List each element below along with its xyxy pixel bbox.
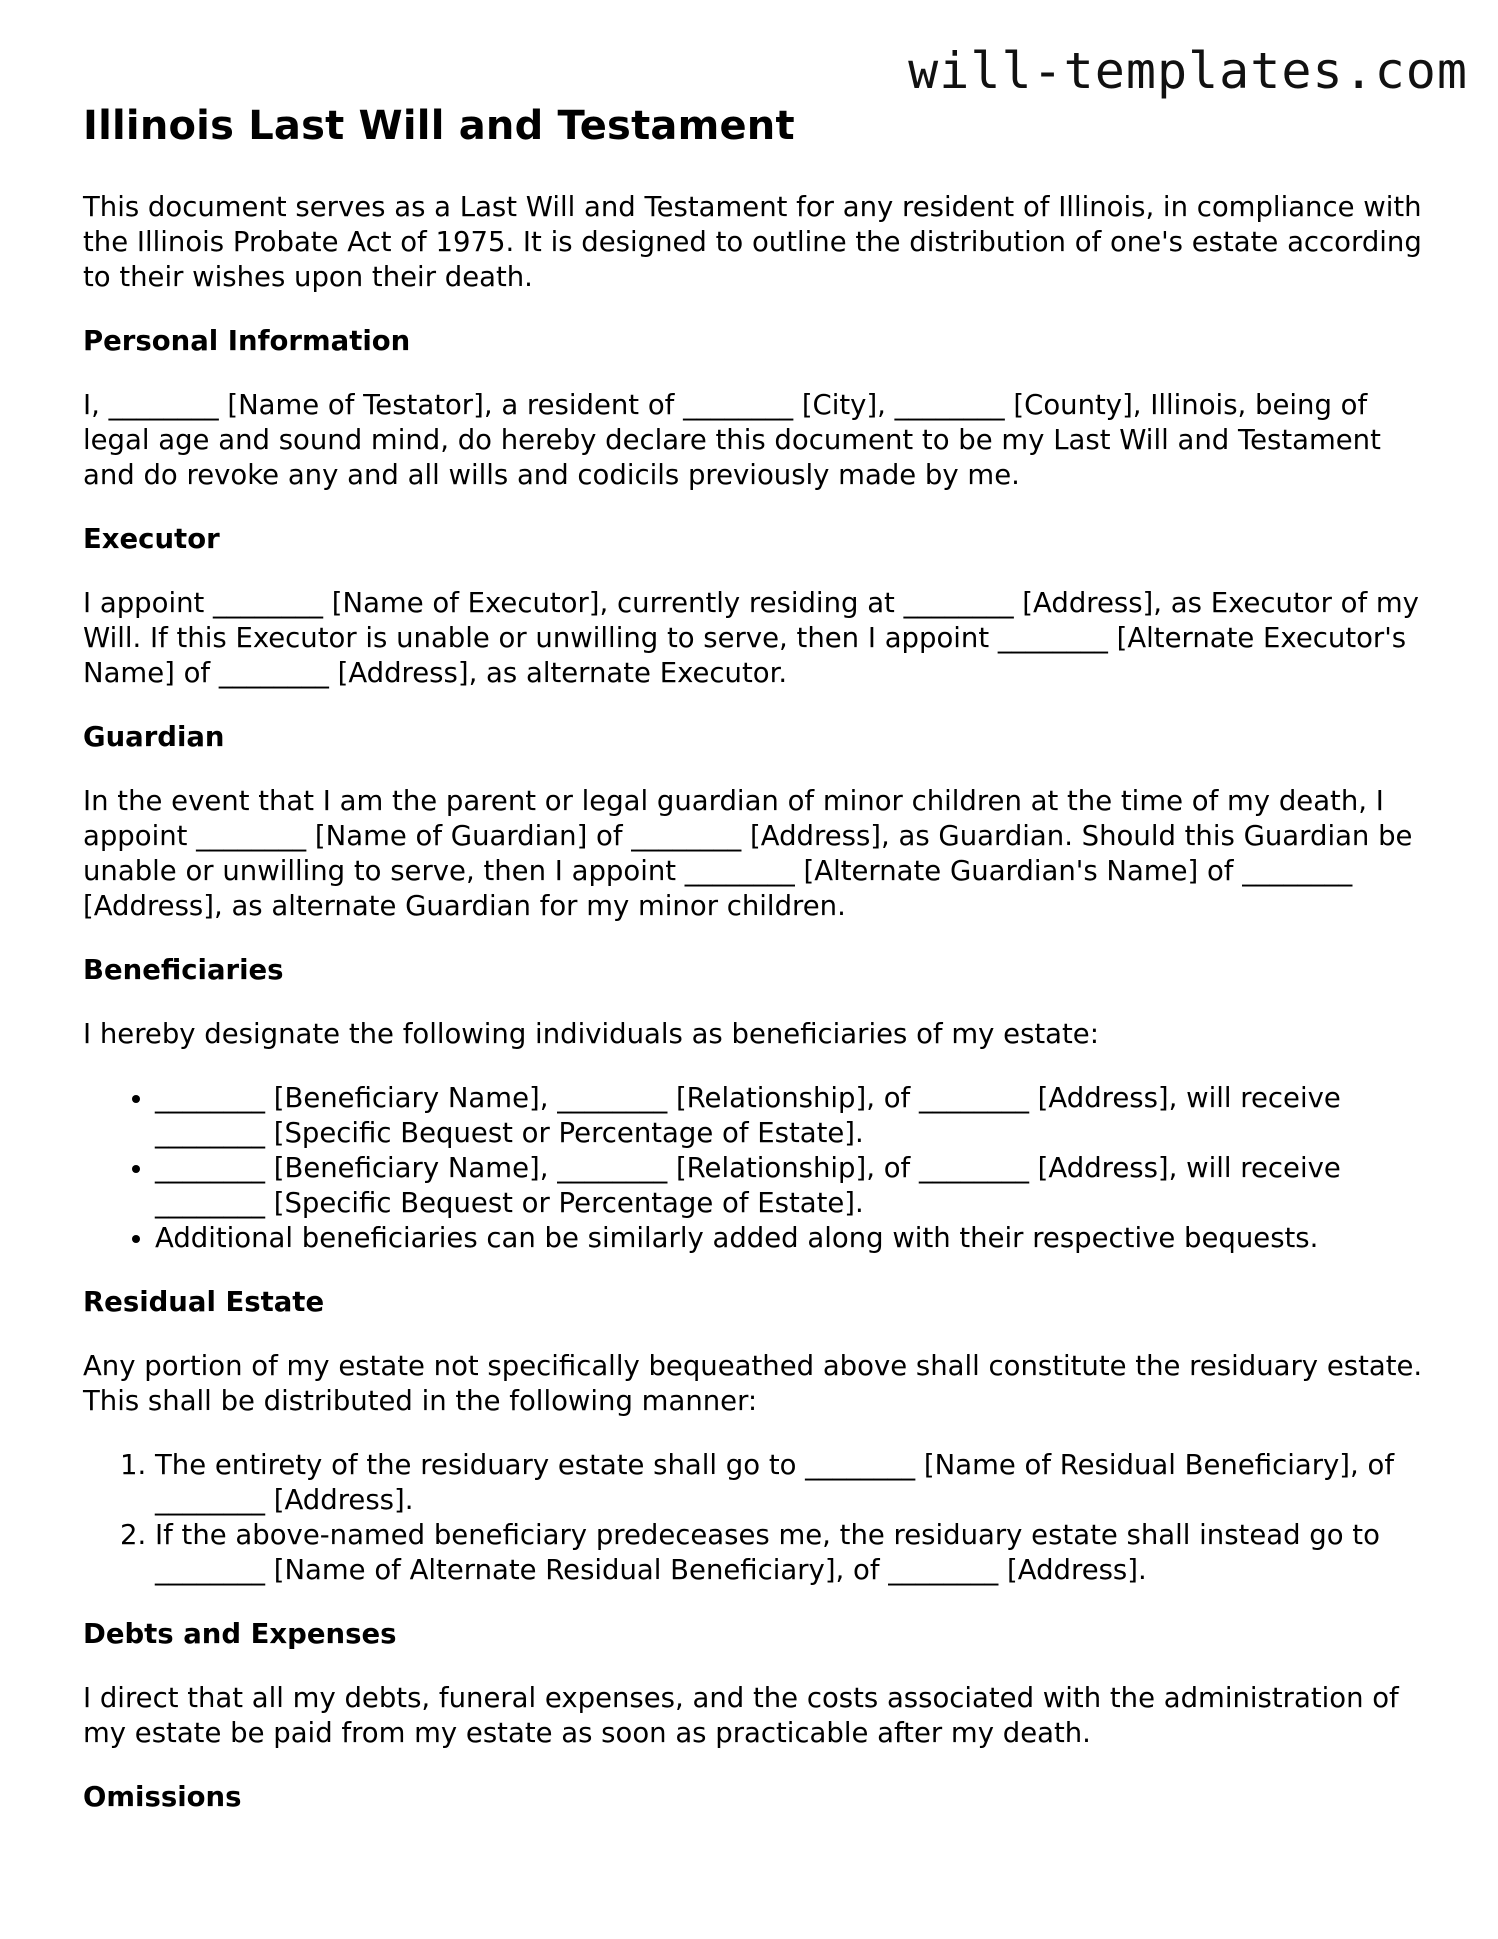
beneficiary-item: • ________ [Beneficiary Name], ________ [Relationship], of ________ [Address], will receive ________ [Specific Bequest or Percentage of Estate]. <box>155 1081 1423 1151</box>
beneficiaries-list <box>83 1081 1423 1256</box>
residual-estate-list <box>83 1448 1423 1588</box>
executor-heading: Executor <box>83 523 220 555</box>
document-page <box>83 102 1423 1844</box>
beneficiary-item: • ________ [Beneficiary Name], ________ [Relationship], of ________ [Address], will receive ________ [Specific Bequest or Percentage of Estate]. <box>155 1151 1423 1221</box>
personal-information-paragraph: I, ________ [Name of Testator], a resident of ________ [City], ________ [County], Illinois, being of legal age and sound mind, do hereby declare this document to be my Last Will and Testament and do revoke any and all wills and codicils previously made by me. <box>83 389 1381 491</box>
omissions-heading: Omissions <box>83 1781 242 1813</box>
beneficiaries-paragraph: I hereby designate the following individuals as beneficiaries of my estate: <box>83 1018 1099 1050</box>
executor-paragraph: I appoint ________ [Name of Executor], currently residing at ________ [Address], as Executor of my Will. If this Executor is unable or unwilling to serve, then I appoint ________ [Alternate Executor's Name] of ________ [Address], as alternate Executor. <box>83 587 1419 689</box>
debts-expenses-heading: Debts and Expenses <box>83 1618 397 1650</box>
guardian-paragraph: In the event that I am the parent or legal guardian of minor children at the time of my death, I appoint ________ [Name of Guardian] of ________ [Address], as Guardian. Should this Guardian be unable or unwilling to serve, then I appoint ________ [Alternate Guardian's Name] of ________ [Address], as alternate Guardian for my minor children. <box>83 785 1413 922</box>
site-watermark: will-templates.com <box>908 42 1468 100</box>
residual-estate-heading: Residual Estate <box>83 1286 325 1318</box>
residual-item: 2. If the above-named beneficiary predeceases me, the residuary estate shall instead go to ________ [Name of Alternate Residual Beneficiary], of ________ [Address]. <box>155 1518 1423 1588</box>
guardian-heading: Guardian <box>83 721 225 753</box>
residual-estate-paragraph: Any portion of my estate not specifically bequeathed above shall constitute the residuary estate. This shall be distributed in the following manner: <box>83 1350 1423 1417</box>
debts-expenses-paragraph: I direct that all my debts, funeral expenses, and the costs associated with the administration of my estate be paid from my estate as soon as practicable after my death. <box>83 1682 1399 1749</box>
residual-item: 1. The entirety of the residuary estate shall go to ________ [Name of Residual Beneficiary], of ________ [Address]. <box>155 1448 1423 1518</box>
beneficiary-item: • Additional beneficiaries can be similarly added along with their respective bequests. <box>155 1221 1423 1256</box>
intro-paragraph: This document serves as a Last Will and Testament for any resident of Illinois, in compliance with the Illinois Probate Act of 1975. It is designed to outline the distribution of one's estate according to their wishes upon their death. <box>83 191 1422 293</box>
personal-information-heading: Personal Information <box>83 325 411 357</box>
document-title: Illinois Last Will and Testament <box>83 103 795 149</box>
beneficiaries-heading: Beneficiaries <box>83 954 284 986</box>
